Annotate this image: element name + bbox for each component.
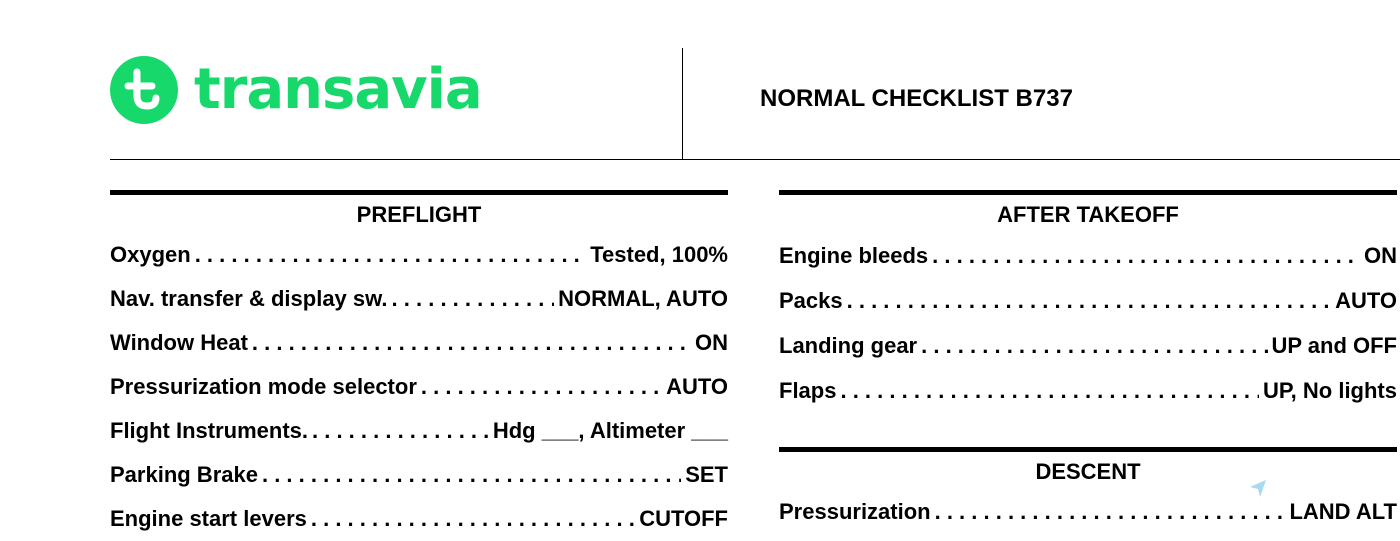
checklist-item: Parking Brake [110,462,258,487]
dot-leader [847,278,1331,323]
checklist-value: SET [685,462,728,487]
checklist-value: AUTO [1335,288,1397,313]
checklist-row [110,321,728,365]
checklist-row [110,233,728,277]
checklist-item: Flaps [779,378,837,403]
preflight-section [110,190,728,541]
checklist-row [110,409,728,453]
checklist-row [779,233,1397,278]
dot-leader [421,365,662,409]
transavia-logo [110,55,482,125]
descent-section [779,447,1397,534]
dot-leader [195,233,587,277]
header-rule [110,159,1400,160]
after-takeoff-section [779,190,1397,413]
checklist-row [779,323,1397,368]
checklist-row [110,277,728,321]
checklist-item: Nav. transfer & display sw. [110,286,388,311]
checklist-item: Engine start levers [110,506,307,531]
checklist-item: Engine bleeds [779,243,929,268]
checklist-value: Hdg ___, Altimeter ___ [492,418,728,443]
checklist-item: Pressurization [779,499,931,524]
section-title: PREFLIGHT [356,202,482,227]
checklist-item: Oxygen [110,242,191,267]
dot-leader [312,409,489,453]
checklist-row [110,365,728,409]
paper-plane-icon [1248,479,1268,499]
checklist-row [110,497,728,541]
checklist-item: Packs [779,288,843,313]
checklist-item: Flight Instruments. [110,418,308,443]
brand-wordmark: transavia [194,57,482,122]
checklist-value: ON [695,330,728,355]
dot-leader [840,368,1258,413]
checklist-value: Tested, 100% [590,242,728,267]
checklist-value: LAND ALT [1289,499,1397,524]
checklist-row [779,490,1397,534]
checklist-value: NORMAL, AUTO [558,286,728,311]
transavia-t-icon [110,56,178,124]
section-title: DESCENT [1035,459,1141,484]
dot-leader [935,490,1286,534]
dot-leader [392,277,555,321]
page-title: NORMAL CHECKLIST B737 [760,85,1073,112]
dot-leader [921,323,1267,368]
dot-leader [262,453,681,497]
checklist-row [110,453,728,497]
checklist-value: UP and OFF [1271,333,1397,358]
header-divider [682,48,683,160]
checklist-row [779,278,1397,323]
dot-leader [311,497,635,541]
dot-leader [932,233,1360,278]
checklist-item: Window Heat [110,330,248,355]
checklist-value: CUTOFF [639,506,728,531]
dot-leader [252,321,691,365]
section-title: AFTER TAKEOFF [997,202,1179,227]
checklist-row [779,368,1397,413]
checklist-item: Landing gear [779,333,918,358]
checklist-value: ON [1364,243,1397,268]
checklist-value: AUTO [666,374,728,399]
checklist-item: Pressurization mode selector [110,374,417,399]
checklist-value: UP, No lights [1262,378,1397,403]
